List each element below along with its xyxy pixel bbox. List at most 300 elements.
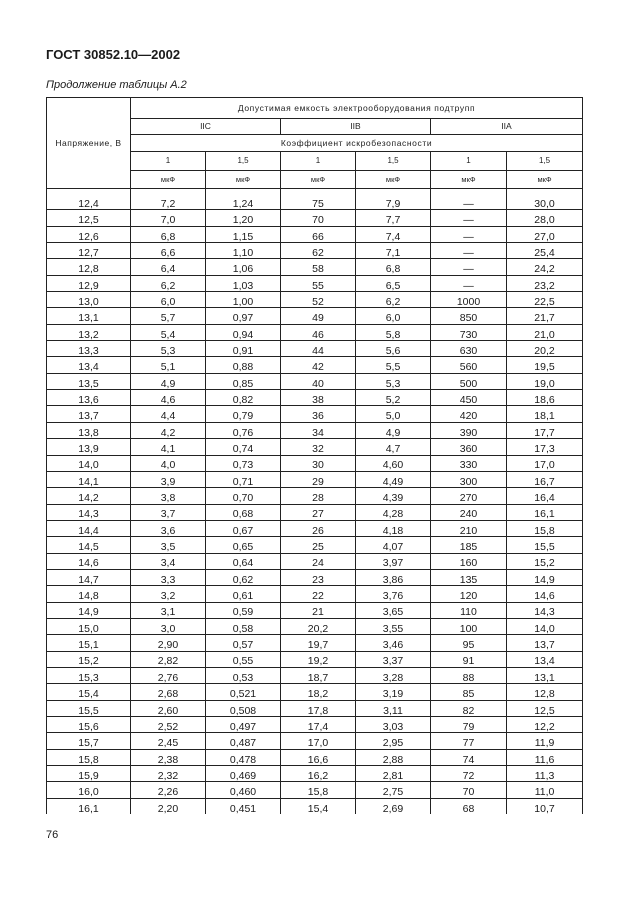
capacitance-cell: 0,58	[206, 618, 281, 634]
voltage-cell: 15,6	[47, 717, 131, 733]
capacitance-cell: 2,81	[356, 766, 431, 782]
capacitance-cell: 55	[281, 275, 356, 291]
capacitance-cell: 17,7	[507, 422, 583, 438]
table-row	[47, 406, 583, 422]
capacitance-cell: 0,53	[206, 667, 281, 683]
capacitance-cell: 2,76	[131, 667, 206, 683]
capacitance-cell: 21	[281, 602, 356, 618]
capacitance-cell: 0,94	[206, 324, 281, 340]
capacitance-cell: 68	[431, 798, 507, 814]
capacitance-cell: 6,6	[131, 243, 206, 259]
capacitance-cell: —	[431, 243, 507, 259]
capacitance-cell: 3,2	[131, 586, 206, 602]
capacitance-cell: 62	[281, 243, 356, 259]
capacitance-cell: 23,2	[507, 275, 583, 291]
table-row	[47, 373, 583, 389]
capacitance-cell: 13,1	[507, 667, 583, 683]
capacitance-cell: 79	[431, 717, 507, 733]
table-row	[47, 324, 583, 340]
capacitance-cell: 7,9	[356, 194, 431, 210]
capacitance-cell: 49	[281, 308, 356, 324]
table-row	[47, 194, 583, 210]
voltage-cell: 13,6	[47, 390, 131, 406]
voltage-cell: 15,0	[47, 618, 131, 634]
capacitance-cell: 3,46	[356, 635, 431, 651]
capacitance-cell: 0,62	[206, 569, 281, 585]
capacitance-cell: 3,8	[131, 488, 206, 504]
capacitance-cell: 16,1	[507, 504, 583, 520]
capacitance-cell: 17,0	[507, 455, 583, 471]
capacitance-cell: 14,6	[507, 586, 583, 602]
capacitance-cell: 19,2	[281, 651, 356, 667]
capacitance-cell: 17,0	[281, 733, 356, 749]
capacitance-cell: 0,487	[206, 733, 281, 749]
capacitance-cell: 300	[431, 471, 507, 487]
capacitance-cell: 0,59	[206, 602, 281, 618]
capacitance-cell: 3,7	[131, 504, 206, 520]
document-title: ГОСТ 30852.10—2002	[46, 47, 181, 62]
capacitance-cell: 21,0	[507, 324, 583, 340]
capacitance-cell: 3,9	[131, 471, 206, 487]
capacitance-cell: 21,7	[507, 308, 583, 324]
capacitance-cell: 95	[431, 635, 507, 651]
capacitance-cell: 2,45	[131, 733, 206, 749]
capacitance-cell: 85	[431, 684, 507, 700]
capacitance-cell: 18,7	[281, 667, 356, 683]
capacitance-cell: 11,6	[507, 749, 583, 765]
table-row	[47, 259, 583, 275]
capacitance-cell: 88	[431, 667, 507, 683]
unit-label: мкФ	[431, 171, 507, 189]
capacitance-cell: 15,8	[281, 782, 356, 798]
capacitance-cell: 12,8	[507, 684, 583, 700]
capacitance-cell: 30	[281, 455, 356, 471]
capacitance-cell: 500	[431, 373, 507, 389]
capacitance-cell: 5,1	[131, 357, 206, 373]
capacitance-cell: 11,9	[507, 733, 583, 749]
table-row	[47, 243, 583, 259]
table-row	[47, 684, 583, 700]
capacitance-cell: 3,19	[356, 684, 431, 700]
table-row	[47, 700, 583, 716]
voltage-cell: 15,9	[47, 766, 131, 782]
capacitance-cell: 4,18	[356, 520, 431, 536]
coefficient-value: 1,5	[356, 152, 431, 171]
capacitance-cell: 28	[281, 488, 356, 504]
capacitance-cell: 7,4	[356, 226, 431, 242]
capacitance-cell: 0,74	[206, 439, 281, 455]
capacitance-cell: 15,8	[507, 520, 583, 536]
capacitance-cell: 0,97	[206, 308, 281, 324]
voltage-cell: 14,0	[47, 455, 131, 471]
capacitance-cell: 58	[281, 259, 356, 275]
table-row	[47, 488, 583, 504]
group-header-iib: IIB	[281, 119, 431, 135]
capacitance-cell: 11,3	[507, 766, 583, 782]
capacitance-cell: 5,5	[356, 357, 431, 373]
capacitance-cell: 6,5	[356, 275, 431, 291]
capacitance-cell: 74	[431, 749, 507, 765]
voltage-cell: 15,1	[47, 635, 131, 651]
table-row	[47, 210, 583, 226]
capacitance-cell: 1,10	[206, 243, 281, 259]
table-header	[47, 98, 583, 189]
table-row	[47, 275, 583, 291]
capacitance-cell: 3,37	[356, 651, 431, 667]
voltage-column-header: Напряжение, В	[47, 98, 131, 189]
capacitance-cell: 4,49	[356, 471, 431, 487]
capacitance-cell: 2,38	[131, 749, 206, 765]
capacitance-cell: 3,86	[356, 569, 431, 585]
capacitance-cell: 3,65	[356, 602, 431, 618]
capacitance-cell: 5,8	[356, 324, 431, 340]
capacitance-cell: 16,6	[281, 749, 356, 765]
capacitance-cell: —	[431, 275, 507, 291]
capacitance-cell: 2,95	[356, 733, 431, 749]
capacitance-cell: 6,0	[131, 292, 206, 308]
capacitance-cell: 27,0	[507, 226, 583, 242]
capacitance-cell: 0,55	[206, 651, 281, 667]
capacitance-cell: 19,7	[281, 635, 356, 651]
capacitance-cell: 4,07	[356, 537, 431, 553]
table-row	[47, 308, 583, 324]
table-row	[47, 569, 583, 585]
capacitance-cell: 15,2	[507, 553, 583, 569]
capacitance-cell: 0,478	[206, 749, 281, 765]
capacitance-cell: 0,82	[206, 390, 281, 406]
capacitance-cell: 44	[281, 341, 356, 357]
capacitance-cell: 2,69	[356, 798, 431, 814]
capacitance-cell: 0,61	[206, 586, 281, 602]
capacitance-cell: 5,6	[356, 341, 431, 357]
capacitance-cell: 2,75	[356, 782, 431, 798]
table-row	[47, 651, 583, 667]
voltage-cell: 14,5	[47, 537, 131, 553]
capacitance-cell: 0,91	[206, 341, 281, 357]
voltage-cell: 12,9	[47, 275, 131, 291]
capacitance-cell: 0,79	[206, 406, 281, 422]
capacitance-cell: 850	[431, 308, 507, 324]
capacitance-cell: 91	[431, 651, 507, 667]
capacitance-cell: 70	[431, 782, 507, 798]
capacitance-cell: 3,76	[356, 586, 431, 602]
capacitance-cell: 160	[431, 553, 507, 569]
capacitance-cell: —	[431, 259, 507, 275]
capacitance-cell: 1,06	[206, 259, 281, 275]
unit-label: мкФ	[356, 171, 431, 189]
capacitance-cell: 12,2	[507, 717, 583, 733]
capacitance-cell: 46	[281, 324, 356, 340]
capacitance-cell: 420	[431, 406, 507, 422]
capacitance-cell: 82	[431, 700, 507, 716]
voltage-cell: 13,4	[47, 357, 131, 373]
table-row	[47, 602, 583, 618]
voltage-cell: 12,8	[47, 259, 131, 275]
table-row	[47, 439, 583, 455]
capacitance-cell: 2,20	[131, 798, 206, 814]
capacitance-cell: 7,1	[356, 243, 431, 259]
voltage-cell: 14,6	[47, 553, 131, 569]
coefficient-value: 1	[281, 152, 356, 171]
capacitance-cell: 210	[431, 520, 507, 536]
voltage-cell: 13,1	[47, 308, 131, 324]
capacitance-cell: 23	[281, 569, 356, 585]
capacitance-cell: 0,70	[206, 488, 281, 504]
voltage-cell: 14,3	[47, 504, 131, 520]
capacitance-cell: 0,64	[206, 553, 281, 569]
capacitance-cell: 17,8	[281, 700, 356, 716]
capacity-header: Допустимая емкость электрооборудования подтрупп	[131, 98, 583, 119]
capacitance-cell: 30,0	[507, 194, 583, 210]
capacitance-cell: 3,4	[131, 553, 206, 569]
capacitance-cell: 52	[281, 292, 356, 308]
capacitance-cell: 185	[431, 537, 507, 553]
capacitance-cell: 13,7	[507, 635, 583, 651]
capacitance-cell: 630	[431, 341, 507, 357]
capacitance-cell: 0,521	[206, 684, 281, 700]
capacitance-cell: 3,11	[356, 700, 431, 716]
voltage-cell: 15,5	[47, 700, 131, 716]
voltage-cell: 14,4	[47, 520, 131, 536]
capacitance-cell: 40	[281, 373, 356, 389]
capacitance-cell: 6,0	[356, 308, 431, 324]
capacitance-cell: 0,71	[206, 471, 281, 487]
voltage-cell: 15,4	[47, 684, 131, 700]
table-row	[47, 586, 583, 602]
capacitance-cell: 270	[431, 488, 507, 504]
capacitance-cell: 14,9	[507, 569, 583, 585]
capacitance-cell: 22,5	[507, 292, 583, 308]
capacitance-cell: 15,5	[507, 537, 583, 553]
voltage-cell: 12,6	[47, 226, 131, 242]
capacitance-cell: 0,497	[206, 717, 281, 733]
voltage-cell: 13,9	[47, 439, 131, 455]
table-row	[47, 798, 583, 814]
capacitance-cell: 3,6	[131, 520, 206, 536]
capacitance-cell: 66	[281, 226, 356, 242]
capacitance-cell: 120	[431, 586, 507, 602]
capacitance-cell: 100	[431, 618, 507, 634]
capacitance-cell: 3,28	[356, 667, 431, 683]
capacitance-cell: 1,15	[206, 226, 281, 242]
capacitance-cell: 390	[431, 422, 507, 438]
coefficient-value: 1	[131, 152, 206, 171]
table-body	[47, 194, 583, 814]
capacitance-cell: 0,451	[206, 798, 281, 814]
capacitance-cell: 77	[431, 733, 507, 749]
capacitance-cell: 6,2	[356, 292, 431, 308]
capacitance-cell: 4,0	[131, 455, 206, 471]
capacitance-cell: 360	[431, 439, 507, 455]
table-row	[47, 422, 583, 438]
capacitance-cell: 24	[281, 553, 356, 569]
capacitance-cell: 0,57	[206, 635, 281, 651]
capacitance-cell: —	[431, 226, 507, 242]
capacitance-cell: 3,97	[356, 553, 431, 569]
capacitance-cell: 7,0	[131, 210, 206, 226]
capacitance-cell: 6,2	[131, 275, 206, 291]
coefficient-value: 1,5	[507, 152, 583, 171]
capacitance-cell: 0,85	[206, 373, 281, 389]
capacitance-cell: 4,4	[131, 406, 206, 422]
capacitance-cell: 6,8	[356, 259, 431, 275]
voltage-cell: 13,0	[47, 292, 131, 308]
voltage-cell: 14,8	[47, 586, 131, 602]
capacitance-cell: 15,4	[281, 798, 356, 814]
capacitance-cell: 4,1	[131, 439, 206, 455]
capacitance-cell: 2,52	[131, 717, 206, 733]
voltage-cell: 15,3	[47, 667, 131, 683]
table-row	[47, 455, 583, 471]
capacitance-cell: 0,65	[206, 537, 281, 553]
capacitance-cell: 3,55	[356, 618, 431, 634]
table-row	[47, 733, 583, 749]
capacitance-cell: 27	[281, 504, 356, 520]
capacitance-cell: 14,3	[507, 602, 583, 618]
capacitance-cell: 450	[431, 390, 507, 406]
capacitance-cell: 0,508	[206, 700, 281, 716]
coefficient-header: Коэффициент искробезопасности	[131, 135, 583, 152]
capacitance-cell: 20,2	[281, 618, 356, 634]
capacitance-cell: 5,7	[131, 308, 206, 324]
table-row	[47, 357, 583, 373]
capacitance-cell: 4,60	[356, 455, 431, 471]
capacitance-cell: 70	[281, 210, 356, 226]
capacitance-cell: 110	[431, 602, 507, 618]
capacitance-cell: 18,2	[281, 684, 356, 700]
capacitance-cell: —	[431, 210, 507, 226]
capacitance-cell: 17,4	[281, 717, 356, 733]
unit-label: мкФ	[507, 171, 583, 189]
voltage-cell: 15,7	[47, 733, 131, 749]
capacitance-cell: 3,5	[131, 537, 206, 553]
capacitance-cell: 13,4	[507, 651, 583, 667]
capacitance-cell: 4,39	[356, 488, 431, 504]
capacitance-cell: 2,32	[131, 766, 206, 782]
voltage-cell: 13,8	[47, 422, 131, 438]
capacitance-cell: 4,28	[356, 504, 431, 520]
voltage-cell: 12,5	[47, 210, 131, 226]
capacitance-cell: 16,2	[281, 766, 356, 782]
capacitance-cell: 0,73	[206, 455, 281, 471]
unit-label: мкФ	[131, 171, 206, 189]
capacitance-cell: 22	[281, 586, 356, 602]
capacitance-cell: 2,68	[131, 684, 206, 700]
voltage-cell: 12,4	[47, 194, 131, 210]
capacitance-cell: 28,0	[507, 210, 583, 226]
capacitance-cell: 20,2	[507, 341, 583, 357]
capacitance-cell: 2,82	[131, 651, 206, 667]
capacitance-cell: 3,1	[131, 602, 206, 618]
capacitance-cell: 1,03	[206, 275, 281, 291]
group-header-iic: IIC	[131, 119, 281, 135]
capacitance-cell: 4,9	[131, 373, 206, 389]
capacitance-cell: 1,00	[206, 292, 281, 308]
table-row	[47, 667, 583, 683]
capacitance-cell: 19,0	[507, 373, 583, 389]
capacitance-cell: 2,26	[131, 782, 206, 798]
coefficient-value: 1	[431, 152, 507, 171]
capacitance-cell: 3,03	[356, 717, 431, 733]
table-row	[47, 226, 583, 242]
capacitance-cell: 17,3	[507, 439, 583, 455]
table-row	[47, 504, 583, 520]
capacitance-cell: 18,6	[507, 390, 583, 406]
capacitance-cell: 1,24	[206, 194, 281, 210]
capacitance-cell: 2,90	[131, 635, 206, 651]
capacitance-cell: 3,3	[131, 569, 206, 585]
voltage-cell: 14,7	[47, 569, 131, 585]
table-row	[47, 537, 583, 553]
capacitance-cell: 2,60	[131, 700, 206, 716]
capacitance-cell: 25	[281, 537, 356, 553]
capacitance-cell: 330	[431, 455, 507, 471]
capacitance-cell: 32	[281, 439, 356, 455]
capacitance-cell: 1000	[431, 292, 507, 308]
capacitance-cell: 11,0	[507, 782, 583, 798]
voltage-cell: 14,2	[47, 488, 131, 504]
capacitance-cell: 26	[281, 520, 356, 536]
voltage-cell: 12,7	[47, 243, 131, 259]
capacitance-cell: 25,4	[507, 243, 583, 259]
capacitance-cell: 75	[281, 194, 356, 210]
capacitance-cell: 2,88	[356, 749, 431, 765]
capacitance-cell: 0,68	[206, 504, 281, 520]
capacitance-cell: 16,4	[507, 488, 583, 504]
capacitance-cell: 0,67	[206, 520, 281, 536]
capacitance-cell: 14,0	[507, 618, 583, 634]
capacitance-cell: 5,0	[356, 406, 431, 422]
table-row	[47, 341, 583, 357]
capacitance-cell: 3,0	[131, 618, 206, 634]
capacitance-cell: 0,88	[206, 357, 281, 373]
group-header-iia: IIA	[431, 119, 583, 135]
table-caption: Продолжение таблицы А.2	[46, 79, 187, 91]
capacitance-cell: 4,9	[356, 422, 431, 438]
unit-label: мкФ	[206, 171, 281, 189]
voltage-cell: 16,1	[47, 798, 131, 814]
capacitance-cell: 0,460	[206, 782, 281, 798]
voltage-cell: 13,3	[47, 341, 131, 357]
capacitance-cell: 0,469	[206, 766, 281, 782]
voltage-cell: 16,0	[47, 782, 131, 798]
capacitance-cell: 10,7	[507, 798, 583, 814]
capacitance-cell: 12,5	[507, 700, 583, 716]
table-row	[47, 618, 583, 634]
coefficient-value: 1,5	[206, 152, 281, 171]
capacitance-cell: 4,6	[131, 390, 206, 406]
capacitance-cell: 5,4	[131, 324, 206, 340]
voltage-cell: 14,1	[47, 471, 131, 487]
capacitance-cell: 38	[281, 390, 356, 406]
voltage-cell: 13,7	[47, 406, 131, 422]
capacitance-cell: 5,3	[131, 341, 206, 357]
capacitance-cell: 7,2	[131, 194, 206, 210]
voltage-cell: 15,8	[47, 749, 131, 765]
capacitance-cell: 36	[281, 406, 356, 422]
capacitance-cell: 19,5	[507, 357, 583, 373]
capacitance-cell: —	[431, 194, 507, 210]
capacitance-cell: 34	[281, 422, 356, 438]
capacitance-cell: 6,4	[131, 259, 206, 275]
table-row	[47, 292, 583, 308]
capacitance-cell: 29	[281, 471, 356, 487]
table-row	[47, 553, 583, 569]
table-row	[47, 782, 583, 798]
capacitance-cell: 5,2	[356, 390, 431, 406]
voltage-cell: 13,2	[47, 324, 131, 340]
capacitance-cell: 4,2	[131, 422, 206, 438]
